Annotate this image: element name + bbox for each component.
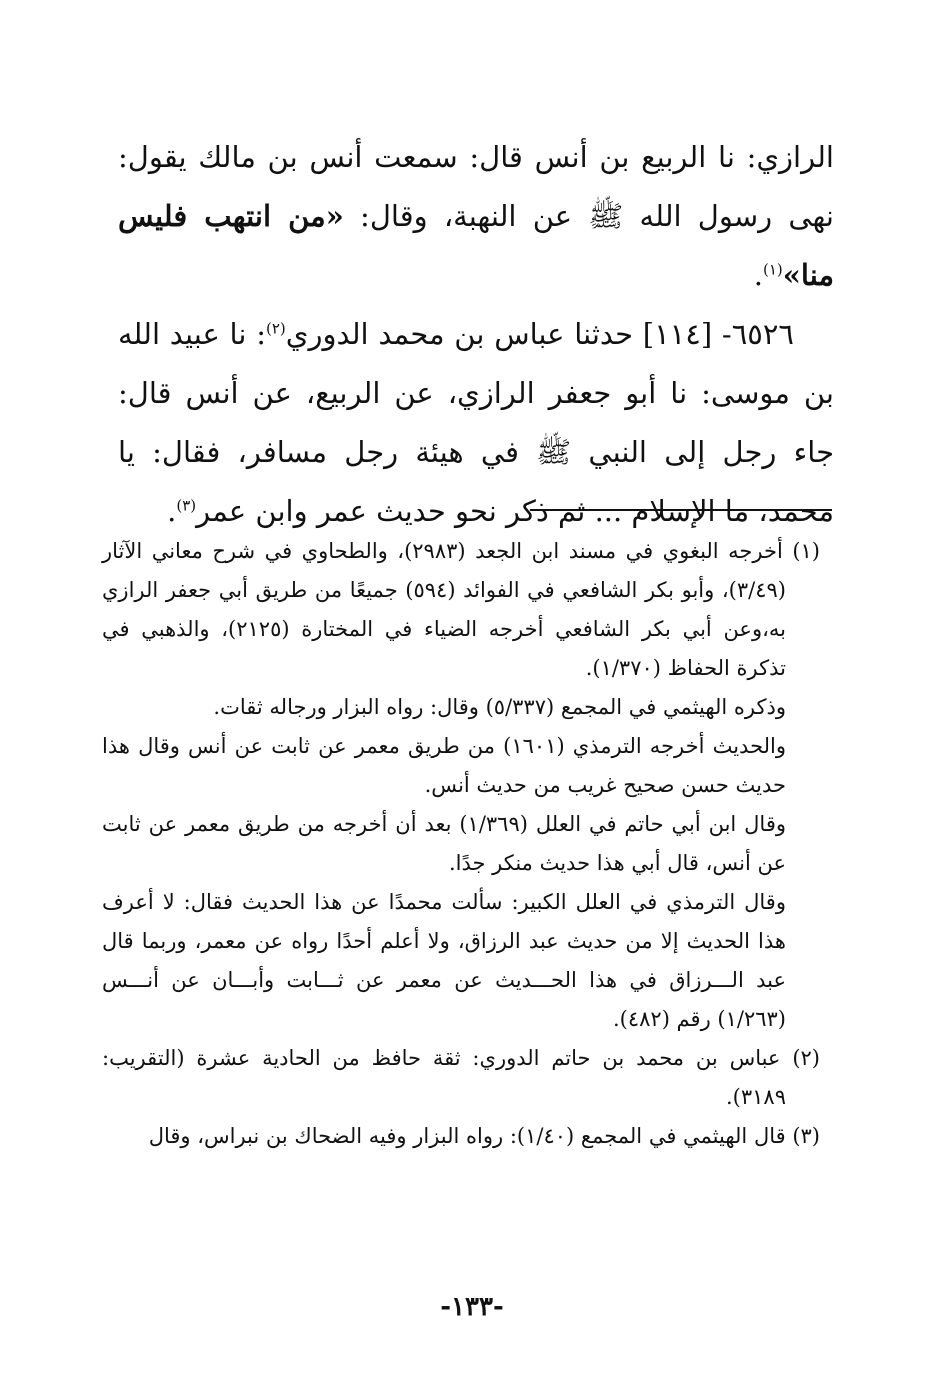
footnote-3: (٣) قال الهيثمي في المجمع (١/٤٠): رواه البزار وفيه الضحاك بن نبراس، وقال [148,1124,820,1148]
paragraph-2-text-b: : نا عبيد الله بن موسى: نا أبو جعفر الرازي، عن الربيع، عن أنس قال: جاء رجل إلى النبي ﷺ في هيئة رجل مسافر، فقال: يا محمد، ما الإسلام ... ثم ذكر نحو حديث عمر وابن عمر [118,317,834,528]
paragraph-2-text-a: ٦٥٢٦- [١١٤] حدثنا عباس بن محمد الدوري [285,317,794,351]
paragraph-2 [118,305,834,541]
footnotes [102,532,820,1156]
footnote-1-para-5: وقال الترمذي في العلل الكبير: سألت محمدًا عن هذا الحديث فقال: لا أعرف هذا الحديث إلا من حديث عبد الرزاق، ولا أعلم أحدًا رواه عن معمر، وربما قال عبد الـــرزاق في هذا الحـــديث عن معمر عن ثـــابت وأبـــان عن أنـــس (١/٢٦٣) رقم (٤٨٢). [102,890,786,1031]
page-number: -١٣٣- [440,1292,504,1322]
footnote-1: (١) أخرجه البغوي في مسند ابن الجعد (٢٩٨٣)، والطحاوي في شرح معاني الآثار (٣/٤٩)، وأبو بكر الشافعي في الفوائد (٥٩٤) جميعًا من طريق أبي جعفر الرازي به،وعن أبي بكر الشافعي أخرجه الضياء في المختارة (٢١٢٥)، والذهبي في تذكرة الحفاظ (١/٣٧٠). [102,539,820,680]
footnote-ref-1: (١) [762,260,783,279]
paragraph-1-end: . [753,258,763,292]
footnote-1-para-4: وقال ابن أبي حاتم في العلل (١/٣٦٩) بعد أن أخرجه من طريق معمر عن ثابت عن أنس، قال أبي هذا حديث منكر جدًا. [102,812,787,875]
paragraph-1-text: الرازي: نا الربيع بن أنس قال: سمعت أنس بن مالك يقول: نهى رسول الله ﷺ عن النهبة، وقال: [118,140,834,233]
footnote-ref-2: (٢) [265,319,286,338]
footnote-1-para-2: وذكره الهيثمي في المجمع (٥/٣٣٧) وقال: رواه البزار ورجاله ثقات. [213,695,786,719]
paragraph-2-end: . [167,494,177,528]
footnote-1-para-3: والحديث أخرجه الترمذي (١٦٠١) من طريق معمر عن ثابت عن أنس وقال هذا حديث حسن صحيح غريب من حديث أنس. [102,734,787,797]
paragraph-1 [118,128,834,305]
footnote-2: (٢) عباس بن محمد بن حاتم الدوري: ثقة حافظ من الحادية عشرة (التقريب: ٣١٨٩). [102,1046,820,1109]
hadith-quote: «من انتهب فليس منا» [118,199,834,292]
footnote-ref-3: (٣) [176,496,197,515]
footnote-divider [530,509,832,511]
main-text [118,128,834,541]
